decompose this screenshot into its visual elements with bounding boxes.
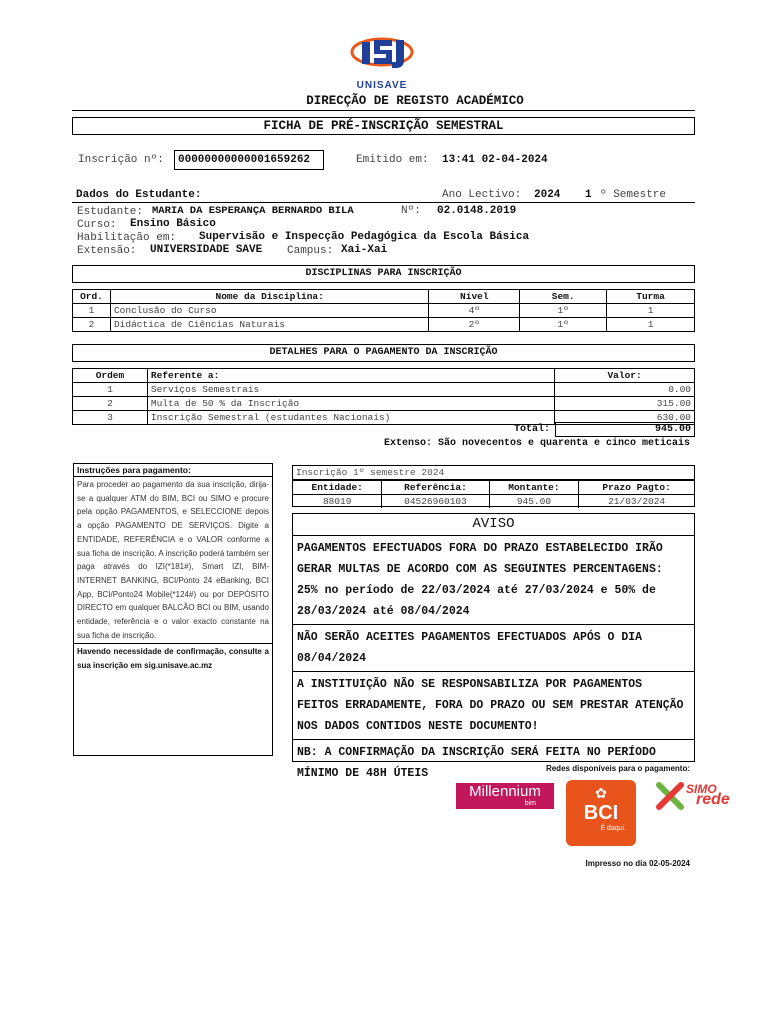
- amount-in-words: Extenso: São novecentos e quarenta e cinco meticais: [383, 438, 690, 449]
- millennium-logo: [456, 783, 554, 809]
- total-label: Total:: [514, 424, 551, 435]
- total-value-text: 945.00: [654, 424, 691, 435]
- aviso-item: A INSTITUIÇÃO NÃO SE RESPONSABILIZA POR PAGAMENTOS FEITOS ERRADAMENTE, FORA DO PRAZO OU SEM PRESTAR ATENÇÃO NOS DADOS CONTIDOS NESTE DOCUMENTO!: [293, 672, 694, 740]
- student-rule: [72, 202, 695, 203]
- instructions-body: Para proceder ao pagamento da sua inscrição, dirija-se a qualquer ATM do BIM, BCI ou SIMO e procure pela opção PAGAMENTOS, e SELECCIONE depois a opção PAGAMENTO DE SERVIÇOS. Digite a ENTIDADE, REFERÊNCIA e o VALOR conforme a sua ficha de inscrição. A inscrição poderá também ser paga através do IZI(*181#), Smart IZI, BIM-INTERNET BANKING, BCI/Ponto 24 eBanking, BCI App, BCI/Ponto24 Mobile(*124#) ou por DEPÓSITO DIRECTO em qualquer BALCÃO BCI ou BIM, usando entidade, referência e o valor exacto constante na sua ficha de inscrição.: [74, 477, 272, 644]
- table-row: [73, 397, 695, 411]
- reference-header-row: [293, 481, 694, 495]
- reference-table: [293, 480, 694, 508]
- payment-table: [72, 368, 695, 425]
- unisave-logo: [348, 32, 416, 90]
- cell-value: 0.00: [555, 383, 695, 397]
- simo-sub: rede: [696, 791, 730, 808]
- reference-box: [292, 465, 695, 507]
- cell-order: 3: [73, 411, 148, 425]
- disciplines-table: [72, 289, 695, 332]
- student-num-label: Nº:: [401, 205, 421, 217]
- issued-label: Emitido em:: [356, 154, 429, 166]
- cell-ref: Multa de 50 % da Inscrição: [147, 397, 554, 411]
- col-order: Ordem: [73, 369, 148, 383]
- reference-values-row: [293, 495, 694, 509]
- aviso-title-text: AVISO: [472, 516, 515, 532]
- bci-text: BCI: [583, 802, 619, 824]
- campus-value: Xai-Xai: [341, 244, 388, 256]
- cell-order: 1: [73, 383, 148, 397]
- registration-label: Inscrição nº:: [78, 154, 164, 166]
- registration-number: [174, 150, 324, 170]
- instructions-title-text: Instruções para pagamento:: [77, 465, 191, 475]
- disciplines-title-text: DISCIPLINAS PARA INSCRIÇÃO: [305, 268, 462, 279]
- col-ord: Ord.: [73, 290, 111, 304]
- student-num-value: 02.0148.2019: [437, 205, 517, 217]
- col-level: Nível: [429, 290, 520, 304]
- extension-label: Extensão:: [77, 245, 137, 257]
- form-title: [72, 117, 695, 135]
- registration-number-text: 00000000000001659262: [178, 154, 311, 166]
- aviso-item: NB: A CONFIRMAÇÃO DA INSCRIÇÃO SERÁ FEITA NO PERÍODO MÍNIMO DE 48H ÚTEIS: [297, 746, 656, 780]
- student-section-label: Dados do Estudante:: [76, 189, 202, 201]
- payment-title-text: DETALHES PARA O PAGAMENTO DA INSCRIÇÃO: [269, 347, 498, 358]
- deadline-value: 21/03/2024: [579, 495, 694, 509]
- col-entity: Entidade:: [293, 481, 382, 495]
- cell-sem: 1º: [520, 318, 607, 332]
- logo-text: UNISAVE: [356, 80, 408, 91]
- col-value: Valor:: [555, 369, 695, 383]
- instructions-title: [74, 464, 272, 477]
- course-label: Curso:: [77, 219, 117, 231]
- cell-ord: 1: [73, 304, 111, 318]
- total-value: [555, 422, 695, 437]
- semester-label: º Semestre: [600, 189, 667, 201]
- aviso-item: NÃO SERÃO ACEITES PAGAMENTOS EFECTUADOS APÓS O DIA 08/04/2024: [293, 625, 694, 672]
- entity-value: 88019: [293, 495, 382, 509]
- course-value: Ensino Básico: [130, 218, 216, 230]
- bci-logo: [566, 780, 636, 846]
- cell-level: 2º: [429, 318, 520, 332]
- aviso-item: PAGAMENTOS EFECTUADOS FORA DO PRAZO ESTABELECIDO IRÃO GERAR MULTAS DE ACORDO COM AS SEGUINTES PERCENTAGENS: 25% no período de 22/03/2024 até 27/03/2024 e 50% de 28/03/2024 até 08/04/2024: [293, 536, 694, 625]
- networks-label: Redes disponíveis para o pagamento:: [545, 764, 690, 773]
- col-class: Turma: [607, 290, 695, 304]
- qualification-value: Supervisão e Inspecção Pedagógica da Escola Básica: [199, 231, 530, 243]
- year-value: 2024: [534, 189, 561, 201]
- simo-x-icon: [656, 782, 684, 810]
- simo-text: SIMO: [686, 782, 717, 796]
- col-amount: Montante:: [489, 481, 579, 495]
- payment-title: [72, 344, 695, 362]
- year-label: Ano Lectivo:: [442, 189, 522, 201]
- instructions-box: [73, 463, 273, 756]
- cell-ref: Serviços Semestrais: [147, 383, 554, 397]
- cell-ord: 2: [73, 318, 111, 332]
- table-row: [73, 383, 695, 397]
- col-reference: Referência:: [382, 481, 489, 495]
- campus-label: Campus:: [287, 245, 334, 257]
- direction-title: DIRECÇÃO DE REGISTO ACADÉMICO: [306, 94, 524, 108]
- student-name-label: Estudante:: [77, 206, 144, 218]
- cell-level: 4º: [429, 304, 520, 318]
- student-name-value: MARIA DA ESPERANÇA BERNARDO BILA: [152, 205, 354, 217]
- reference-caption: Inscrição 1º semestre 2024: [293, 466, 694, 480]
- cell-value: 315.00: [555, 397, 695, 411]
- semester-value: 1: [585, 189, 592, 201]
- millennium-text: Millennium: [469, 783, 541, 800]
- cell-order: 2: [73, 397, 148, 411]
- disciplines-title: [72, 265, 695, 283]
- cell-name: Didáctica de Ciências Naturais: [110, 318, 428, 332]
- col-sem: Sem.: [520, 290, 607, 304]
- issued-value: 13:41 02-04-2024: [442, 154, 548, 166]
- bci-flower-icon: ✿: [595, 785, 607, 801]
- col-deadline: Prazo Pagto:: [579, 481, 694, 495]
- cell-class: 1: [607, 318, 695, 332]
- table-row: [73, 318, 695, 332]
- cell-name: Conclusão do Curso: [110, 304, 428, 318]
- col-name: Nome da Disciplina:: [110, 290, 428, 304]
- qualification-label: Habilitação em:: [77, 232, 177, 244]
- col-ref: Referente a:: [147, 369, 554, 383]
- aviso-title: [293, 514, 694, 536]
- amount-value: 945.00: [489, 495, 579, 509]
- printed-date: Impresso no dia 02-05-2024: [585, 859, 690, 868]
- extension-value: UNIVERSIDADE SAVE: [150, 244, 263, 256]
- bci-sub: É daqui.: [600, 825, 626, 832]
- millennium-sub: bim: [524, 800, 536, 807]
- cell-ref: Inscrição Semestral (estudantes Nacionais): [147, 411, 554, 425]
- unisave-logo-icon: [348, 32, 416, 80]
- simo-logo: [656, 782, 746, 812]
- cell-value: 630.00: [555, 411, 695, 425]
- payment-header-row: [73, 369, 695, 383]
- cell-class: 1: [607, 304, 695, 318]
- table-row: [73, 304, 695, 318]
- instructions-confirm: Havendo necessidade de confirmação, consulte a sua inscrição em sig.unisave.ac.mz: [77, 647, 269, 671]
- disciplines-header-row: [73, 290, 695, 304]
- cell-sem: 1º: [520, 304, 607, 318]
- reference-value: 04526960103: [382, 495, 489, 509]
- form-title-text: FICHA DE PRÉ-INSCRIÇÃO SEMESTRAL: [263, 119, 504, 133]
- title-rule: [72, 110, 695, 111]
